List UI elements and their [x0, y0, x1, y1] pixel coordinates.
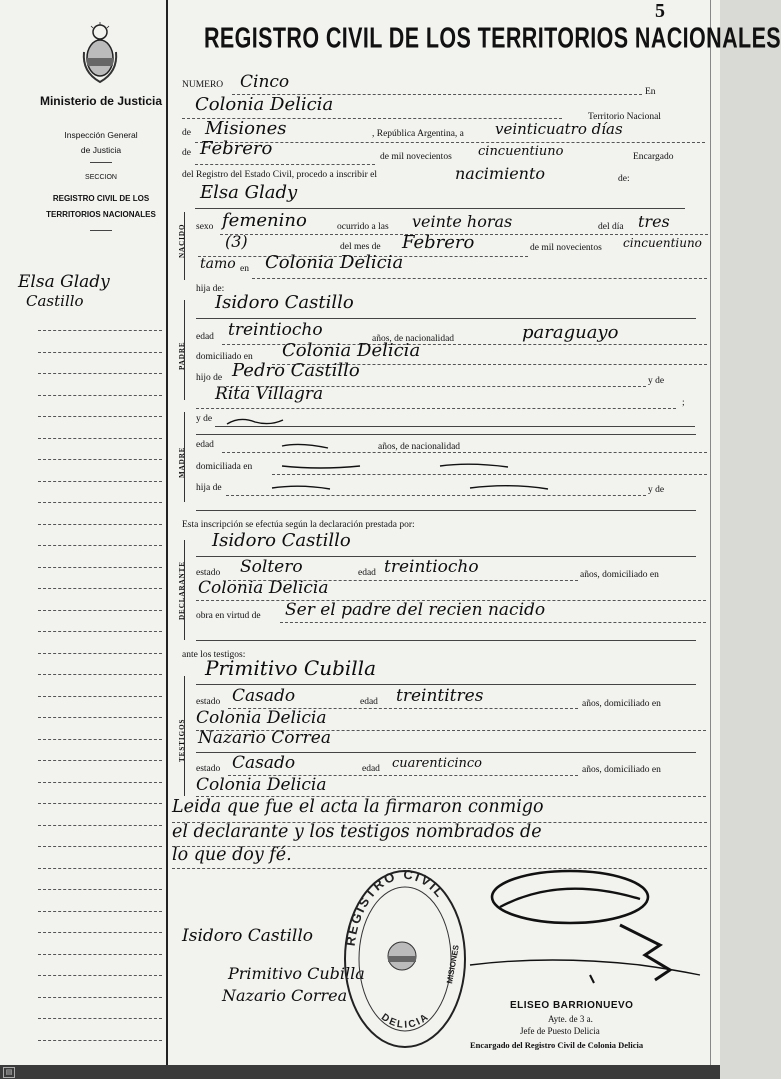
left-margin-line: [38, 459, 162, 460]
birth-place-line: [252, 278, 707, 279]
obra-value: Ser el padre del recien nacido: [285, 600, 546, 620]
madre-y-de2: y de: [648, 485, 665, 495]
madre-edad-label: edad: [196, 440, 214, 450]
padre-edad-label: edad: [196, 332, 214, 342]
w1-edad-label: edad: [360, 697, 378, 707]
officer-name: ELISEO BARRIONUEVO: [510, 1000, 634, 1011]
w1-dom-label: años, domiciliado en: [582, 699, 661, 709]
right-edge-line: [710, 0, 711, 1065]
madre-scribble-4: [270, 480, 550, 494]
margin-name-line2: Castillo: [26, 292, 84, 310]
svg-text:DELICIA: [379, 1011, 432, 1031]
official-stamp-icon: [340, 864, 470, 1054]
left-margin-line: [38, 997, 162, 998]
birth-year: cincuentiuno: [623, 236, 702, 250]
w1-estado-label: estado: [196, 697, 221, 707]
madre-scribble-2: [280, 440, 330, 452]
w2-estado-label: estado: [196, 764, 221, 774]
republica-label: , República Argentina, a: [372, 129, 464, 139]
numero-label: NUMERO: [182, 80, 224, 90]
w1-estado: Casado: [232, 686, 296, 706]
w1-domicilio: Colonia Delicia: [196, 708, 327, 728]
closing-line3: lo que doy fé.: [172, 845, 292, 865]
signature-witness-1: Primitivo Cubilla: [228, 964, 365, 983]
madre-y-de: y de: [196, 414, 213, 424]
left-margin-line: [38, 567, 162, 568]
registry-line2: TERRITORIOS NACIONALES: [46, 210, 156, 219]
left-margin-line: [38, 825, 162, 826]
nacido-label: NACIDO: [178, 223, 186, 258]
left-margin-line: [38, 545, 162, 546]
padre-semicolon: ;: [682, 398, 685, 408]
coat-of-arms-icon: [80, 22, 120, 84]
left-short-rule-2: [90, 230, 112, 231]
inspection-line2: de Justicia: [80, 145, 122, 155]
day-number: (3): [225, 232, 248, 251]
left-margin-line: [38, 330, 162, 331]
registry-line1: REGISTRO CIVIL DE LOS: [52, 194, 150, 203]
madre-nac-label: años, de nacionalidad: [378, 442, 461, 452]
sexo-value: femenino: [222, 210, 307, 231]
decl-edad-label: edad: [358, 568, 376, 578]
left-margin-line: [38, 524, 162, 525]
w2-edad: cuarenticinco: [392, 756, 482, 771]
closing-line1: Leida que fue el acta la firmaron conmigo: [172, 797, 544, 817]
closing-line2: el declarante y los testigos nombrados de: [172, 822, 542, 842]
left-margin-line: [38, 868, 162, 869]
signature-witness-2: Nazario Correa: [222, 986, 348, 1005]
declarante-intro: Esta inscripción se efectúa según la declaración prestada por:: [182, 520, 415, 530]
padre-domicilio: Colonia Delicia: [282, 340, 421, 361]
father-name-line: [196, 318, 696, 319]
grandmother: Rita Villagra: [215, 384, 324, 404]
left-margin-line: [38, 739, 162, 740]
decl-estado: Soltero: [240, 557, 303, 577]
grandfather: Pedro Castillo: [232, 360, 360, 381]
grandmother-line: [196, 408, 676, 409]
declarante-label: DECLARANTE: [178, 560, 186, 620]
hija-label: hija de:: [196, 284, 225, 294]
birth-place: Colonia Delicia: [265, 252, 404, 273]
left-margin-line: [38, 438, 162, 439]
left-margin-line: [38, 717, 162, 718]
decl-estado-label: estado: [196, 568, 221, 578]
hour-value: veinte horas: [412, 212, 513, 231]
left-margin-line: [38, 416, 162, 417]
left-margin-line: [38, 674, 162, 675]
left-margin-line: [38, 588, 162, 589]
sexo-label: sexo: [196, 222, 214, 232]
madre-label: MADRE: [178, 446, 186, 478]
month-value: Febrero: [200, 138, 273, 159]
madre-line-2: [196, 434, 696, 435]
declarante-name: Isidoro Castillo: [212, 530, 351, 551]
decl-dom-label: años, domiciliado en: [580, 570, 659, 580]
svg-text:REGISTRO CIVIL: [343, 867, 449, 947]
birth-year-label: de mil novecientos: [530, 243, 602, 253]
left-margin-line: [38, 889, 162, 890]
officer-rank: Ayte. de 3 a.: [548, 1014, 593, 1024]
left-margin-line: [38, 352, 162, 353]
testigos-intro: ante los testigos:: [182, 650, 246, 660]
w2-name: Nazario Correa: [198, 728, 331, 748]
territory-value: Misiones: [205, 118, 287, 139]
de-label: de: [182, 128, 191, 138]
madre-hija-line: [226, 495, 646, 496]
officer-post: Jefe de Puesto Delicia: [520, 1026, 600, 1036]
padre-nacionalidad: paraguayo: [522, 322, 619, 343]
w1-edad: treintitres: [396, 686, 484, 706]
dia-label: del día: [598, 222, 624, 232]
left-margin-line: [38, 782, 162, 783]
decl-domicilio: Colonia Delicia: [198, 578, 329, 598]
w2-domicilio: Colonia Delicia: [196, 775, 327, 795]
left-margin-line: [38, 395, 162, 396]
w1-name-line: [196, 684, 696, 685]
territorio-label: Territorio Nacional: [588, 112, 661, 122]
obra-line: [280, 622, 706, 623]
signature-declarante: Isidoro Castillo: [182, 926, 314, 946]
numero-value: Cinco: [240, 72, 290, 92]
madre-line-1: [215, 426, 695, 427]
w2-edad-label: edad: [362, 764, 380, 774]
year-label: de mil novecientos: [380, 152, 452, 162]
header-place: Colonia Delicia: [195, 94, 334, 115]
stamp-side-text: MISIONES: [445, 944, 461, 985]
page-number: 5: [655, 0, 665, 22]
madre-edad-line: [222, 452, 707, 453]
left-margin-line: [38, 1018, 162, 1019]
nacido-name-line: [195, 208, 685, 209]
inspection-line1: Inspección General: [64, 130, 138, 140]
day-value: veinticuatro días: [495, 120, 623, 138]
left-margin-line: [38, 631, 162, 632]
left-margin-line: [38, 1040, 162, 1041]
left-short-rule: [90, 162, 112, 163]
left-margin-line: [38, 846, 162, 847]
father-name: Isidoro Castillo: [215, 292, 354, 313]
left-margin-line: [38, 502, 162, 503]
month-line: [195, 164, 375, 165]
padre-edad: treintiocho: [228, 320, 323, 340]
stamp-top-text: REGISTRO CIVIL: [342, 866, 449, 947]
officer-role: Encargado del Registro Civil de Colonia Delicia: [470, 1040, 644, 1050]
ministry-label: Ministerio de Justicia: [39, 94, 163, 108]
left-margin-line: [38, 481, 162, 482]
left-margin-line: [38, 975, 162, 976]
nacido-name: Elsa Glady: [200, 182, 298, 203]
de3-label: de:: [618, 174, 630, 184]
act-type: nacimiento: [455, 164, 546, 183]
tamo-prefix: tamo: [200, 256, 236, 272]
declarante-end-line: [196, 640, 696, 641]
day-word: tres: [638, 212, 670, 231]
decl-edad: treintiocho: [384, 557, 479, 577]
en-label-nacido: en: [240, 264, 249, 274]
year-value: cincuentiuno: [478, 144, 564, 159]
madre-dom-line: [272, 474, 707, 475]
madre-dom-label: domiciliada en: [196, 462, 253, 472]
de2-label: de: [182, 148, 191, 158]
w1-name: Primitivo Cubilla: [205, 656, 377, 680]
hijo-label: hijo de: [196, 373, 223, 383]
left-margin-divider: [166, 0, 168, 1065]
en-label: En: [645, 87, 656, 97]
section-label: SECCION: [85, 174, 117, 181]
left-margin-line: [38, 610, 162, 611]
obra-label: obra en virtud de: [196, 611, 261, 621]
padre-y-de: y de: [648, 376, 665, 386]
encargado-label: Encargado: [633, 152, 674, 162]
left-margin-line: [38, 803, 162, 804]
viewer-icon[interactable]: ▤: [3, 1067, 15, 1078]
w2-dom-label: años, domiciliado en: [582, 765, 661, 775]
viewer-status-bar: [0, 1065, 720, 1079]
page-title: REGISTRO CIVIL DE LOS TERRITORIOS NACIONALES: [204, 22, 781, 55]
madre-scribble-3: [280, 460, 510, 472]
registro-label: del Registro del Estado Civil, procedo a inscribir el: [182, 170, 377, 180]
left-margin-line: [38, 696, 162, 697]
mes-label: del mes de: [340, 242, 381, 252]
ocurrido-label: ocurrido a las: [337, 222, 389, 232]
stamp-bottom-text: DELICIA: [379, 1011, 432, 1031]
testigos-label: TESTIGOS: [178, 718, 186, 762]
w2-estado: Casado: [232, 753, 296, 773]
officer-signature-icon: [470, 855, 710, 995]
left-margin-line: [38, 653, 162, 654]
left-margin-line: [38, 373, 162, 374]
birth-month: Febrero: [402, 232, 475, 253]
left-margin-line: [38, 954, 162, 955]
left-margin-line: [38, 932, 162, 933]
padre-label: PADRE: [178, 341, 186, 370]
madre-line-3: [196, 510, 696, 511]
madre-hija-label: hija de: [196, 483, 222, 493]
padre-nac-label: años, de nacionalidad: [372, 334, 455, 344]
margin-name-line1: Elsa Glady: [18, 272, 110, 292]
left-margin-line: [38, 911, 162, 912]
left-margin-line: [38, 760, 162, 761]
padre-dom-label: domiciliado en: [196, 352, 253, 362]
